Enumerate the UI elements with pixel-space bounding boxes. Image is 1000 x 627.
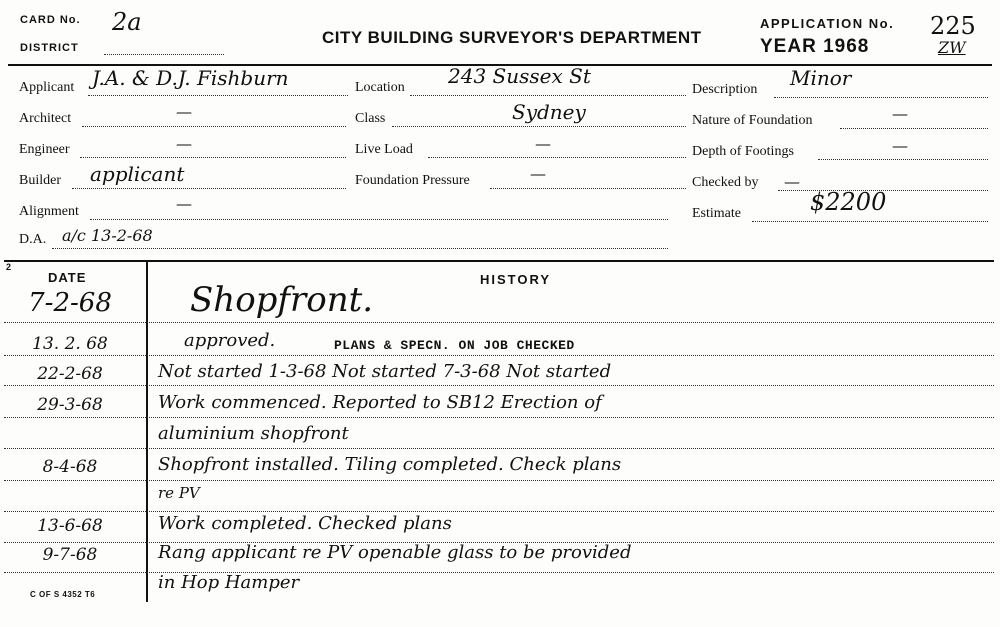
- checked-by-label: Checked by: [692, 175, 759, 190]
- description-label: Description: [692, 82, 758, 97]
- history-top-rule: [4, 260, 994, 262]
- history-date: 7-2-68: [28, 288, 112, 318]
- card-no-value: 2a: [112, 8, 142, 36]
- foundation-pressure-label: Foundation Pressure: [355, 173, 470, 188]
- live-load-label: Live Load: [355, 142, 413, 157]
- foundation-pressure-value: —: [530, 164, 546, 183]
- history-text: re PV: [158, 484, 200, 502]
- date-column-divider: [146, 262, 148, 602]
- estimate-value: $2200: [810, 188, 887, 216]
- applicant-value: J.A. & D.J. Fishburn: [92, 66, 289, 90]
- history-date: 8-4-68: [42, 457, 98, 477]
- engineer-label: Engineer: [19, 142, 70, 157]
- history-date: 13-6-68: [37, 516, 103, 536]
- da-value: a/c 13-2-68: [62, 226, 153, 245]
- depth-of-footings-label: Depth of Footings: [692, 144, 794, 159]
- history-text: approved.: [184, 330, 276, 351]
- nature-of-foundation-label: Nature of Foundation: [692, 113, 813, 128]
- history-date: 29-3-68: [37, 395, 103, 415]
- description-value: Minor: [790, 66, 852, 90]
- history-text: Work commenced. Reported to SB12 Erection of: [158, 392, 602, 413]
- history-date: 22-2-68: [37, 364, 103, 384]
- history-text: in Hop Hamper: [158, 572, 300, 593]
- history-text: Shopfront installed. Tiling completed. Check plans: [158, 454, 622, 475]
- history-text: Work completed. Checked plans: [158, 513, 452, 534]
- class-value: Sydney: [512, 100, 586, 124]
- estimate-label: Estimate: [692, 206, 741, 221]
- initials: ZW: [938, 38, 966, 57]
- district-line: [104, 54, 224, 55]
- history-date: 9-7-68: [42, 545, 98, 565]
- architect-label: Architect: [19, 111, 72, 126]
- location-label: Location: [355, 80, 405, 95]
- architect-value: —: [176, 102, 192, 121]
- application-no-value: 225: [930, 12, 976, 40]
- alignment-label: Alignment: [19, 204, 79, 219]
- department-title: CITY BUILDING SURVEYOR'S DEPARTMENT: [322, 28, 702, 47]
- da-label: D.A.: [19, 232, 47, 247]
- corner-mark: 2: [6, 262, 12, 272]
- application-no-label: APPLICATION No.: [760, 16, 895, 31]
- date-header: DATE: [48, 270, 87, 285]
- engineer-value: —: [176, 134, 192, 153]
- class-label: Class: [355, 111, 386, 126]
- live-load-value: —: [535, 134, 551, 153]
- nature-of-foundation-value: —: [892, 104, 908, 123]
- checked-by-value: —: [784, 172, 800, 191]
- card-no-label: CARD No.: [20, 14, 81, 26]
- builder-label: Builder: [19, 173, 61, 188]
- history-header: HISTORY: [480, 272, 552, 287]
- history-date: 13. 2. 68: [32, 334, 108, 354]
- form-code: C OF S 4352 T6: [30, 590, 96, 599]
- history-text: Shopfront.: [190, 280, 374, 320]
- location-value: 243 Sussex St: [448, 64, 591, 88]
- history-text: Rang applicant re PV openable glass to be provided: [158, 542, 632, 563]
- depth-of-footings-value: —: [892, 136, 908, 155]
- year-label: YEAR 1968: [760, 36, 870, 57]
- alignment-value: —: [176, 194, 192, 213]
- plans-checked-stamp: PLANS & SPECN. ON JOB CHECKED: [334, 338, 575, 353]
- builder-value: applicant: [90, 162, 185, 186]
- history-text: aluminium shopfront: [158, 423, 349, 444]
- applicant-label: Applicant: [19, 80, 75, 95]
- district-label: DISTRICT: [20, 42, 79, 54]
- history-text: Not started 1-3-68 Not started 7-3-68 Not started: [158, 361, 612, 382]
